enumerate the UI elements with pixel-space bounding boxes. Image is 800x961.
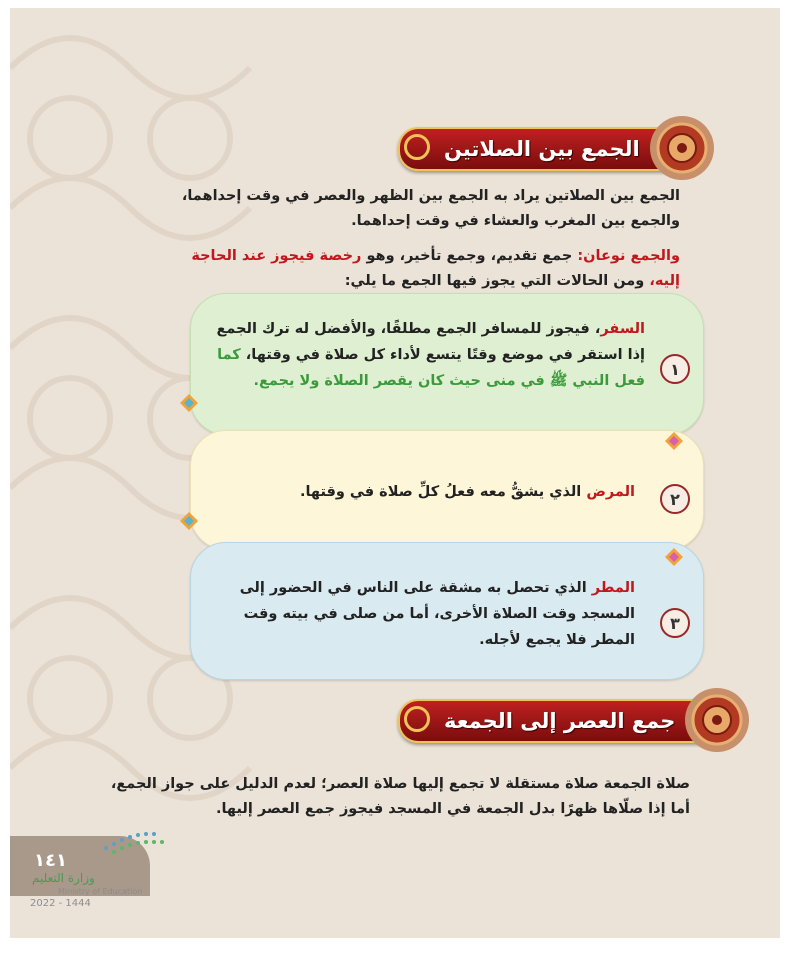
case-keyword-3: المطر — [591, 580, 635, 596]
intro-paragraph — [160, 184, 680, 234]
rosette-ornament-icon — [681, 684, 753, 756]
case-keyword-2: المرض — [586, 484, 635, 500]
cases-intro-text: ومن الحالات التي يجوز فيها الجمع ما يلي: — [344, 273, 650, 289]
scroll-curl-icon — [404, 706, 430, 732]
friday-text: صلاة الجمعة صلاة مستقلة لا تجمع إليها صلاة العصر؛ لعدم الدليل على جواز الجمع، أما إذا صلّاها ظهرًا بدل الجمعة في المسجد فيجوز جمع العصر إليها. — [110, 776, 690, 817]
types-paragraph — [160, 244, 680, 294]
diamond-ornament-icon — [180, 394, 198, 412]
intro-text: الجمع بين الصلاتين يراد به الجمع بين الظهر والعصر في وقت إحداهما، والجمع بين المغرب والعشاء في وقت إحداهما. — [181, 188, 680, 229]
section-title-2: جمع العصر إلى الجمعة — [444, 709, 676, 733]
case-text-2 — [205, 479, 635, 505]
types-text: جمع تقديم، وجمع تأخير، وهو — [361, 248, 578, 264]
case-body-1: ، فيجوز للمسافر الجمع مطلقًا، والأفضل له ترك الجمع إذا استقر في موضع وقتًا يتسع لأداء كل صلاة في وقتها، — [216, 321, 645, 363]
case-keyword-1: السفر — [600, 321, 645, 337]
ministry-name-en: Ministry of Education — [58, 887, 143, 896]
scroll-curl-icon — [404, 134, 430, 160]
textbook-page — [10, 8, 780, 938]
case-body-2: الذي يشقُّ معه فعلُ كلِّ صلاة في وقتها. — [299, 484, 587, 500]
section-heading-1 — [398, 126, 692, 172]
concession-text: رخصة فيجوز عند الحاجة إليه، — [191, 248, 680, 289]
case-number-3: ٣ — [660, 608, 690, 638]
case-card-3 — [190, 542, 704, 680]
diamond-ornament-icon — [665, 432, 683, 450]
types-label: والجمع نوعان: — [577, 248, 680, 264]
case-number-1: ١ — [660, 354, 690, 384]
diamond-ornament-icon — [180, 512, 198, 530]
heading-banner — [398, 699, 727, 743]
edition-year: 2022 - 1444 — [30, 898, 91, 909]
friday-paragraph — [110, 772, 690, 822]
diamond-ornament-icon — [665, 548, 683, 566]
case-body-3: الذي تحصل به مشقة على الناس في الحضور إلى المسجد وقت الصلاة الأخرى، أما من صلى في بيته وقت المطر فلا يجمع لأجله. — [239, 580, 635, 648]
rosette-ornament-icon — [646, 112, 718, 184]
case-card-2 — [190, 430, 704, 550]
ministry-logo-icon — [102, 828, 166, 856]
ministry-name: وزارة التعليم — [32, 871, 95, 885]
section-heading-2 — [398, 698, 727, 744]
case-card-1 — [190, 293, 704, 435]
section-title-1: الجمع بين الصلاتين — [444, 137, 640, 161]
page-number: ١٤١ — [34, 850, 67, 871]
case-text-1 — [205, 316, 645, 394]
case-number-2: ٢ — [660, 484, 690, 514]
case-text-3 — [205, 575, 635, 653]
case-hadith-1: كما فعل النبي ﷺ في منى حيث كان يقصر الصلاة ولا يجمع. — [217, 347, 645, 389]
